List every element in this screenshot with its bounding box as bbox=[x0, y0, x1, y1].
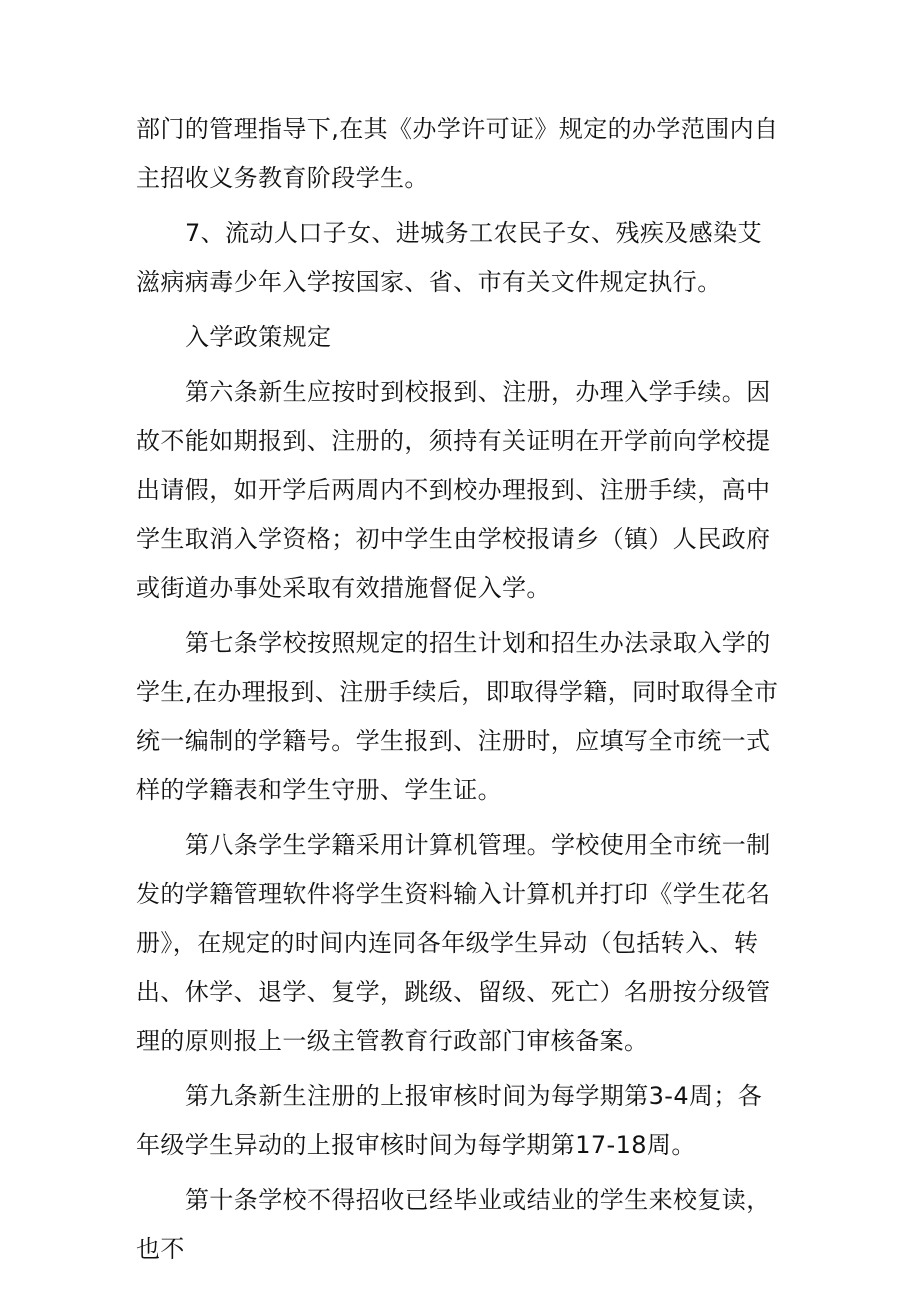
paragraph-item-7: 7、流动人口子女、进城务工农民子女、残疾及感染艾滋病病毒少年入学按国家、省、市有关文件规定执行。 bbox=[136, 219, 762, 296]
paragraph-continuation: 部门的管理指导下,在其《办学许可证》规定的办学范围内自主招收义务教育阶段学生。 bbox=[136, 115, 779, 192]
paragraph-article-8: 第八条学生学籍采用计算机管理。学校使用全市统一制发的学籍管理软件将学生资料输入计算机并打印《学生花名册》，在规定的时间内连同各年级学生异动（包括转入、转出、休学、退学、复学，跳级、留级、死亡）名册按分级管理的原则报上一级主管教育行政部门审核备案。 bbox=[136, 831, 771, 1055]
document-body bbox=[136, 105, 786, 1280]
paragraph-article-7: 第七条学校按照规定的招生计划和招生办法录取入学的学生,在办理报到、注册手续后，即取得学籍，同时取得全市统一编制的学籍号。学生报到、注册时，应填写全市统一式样的学籍表和学生守册、学生证。 bbox=[136, 629, 779, 804]
paragraph-article-9: 第九条新生注册的上报审核时间为每学期第3-4周；各年级学生异动的上报审核时间为每学期第17-18周。 bbox=[136, 1082, 763, 1159]
section-heading: 入学政策规定 bbox=[185, 323, 332, 351]
paragraph-article-10: 第十条学校不得招收已经毕业或结业的学生来校复读，也不 bbox=[136, 1186, 771, 1263]
paragraph-article-6: 第六条新生应按时到校报到、注册，办理入学手续。因故不能如期报到、注册的，须持有关证明在开学前向学校提出请假，如开学后两周内不到校办理报到、注册手续，高中学生取消入学资格；初中学生由学校报请乡（镇）人民政府或街道办事处采取有效措施督促入学。 bbox=[136, 378, 771, 602]
